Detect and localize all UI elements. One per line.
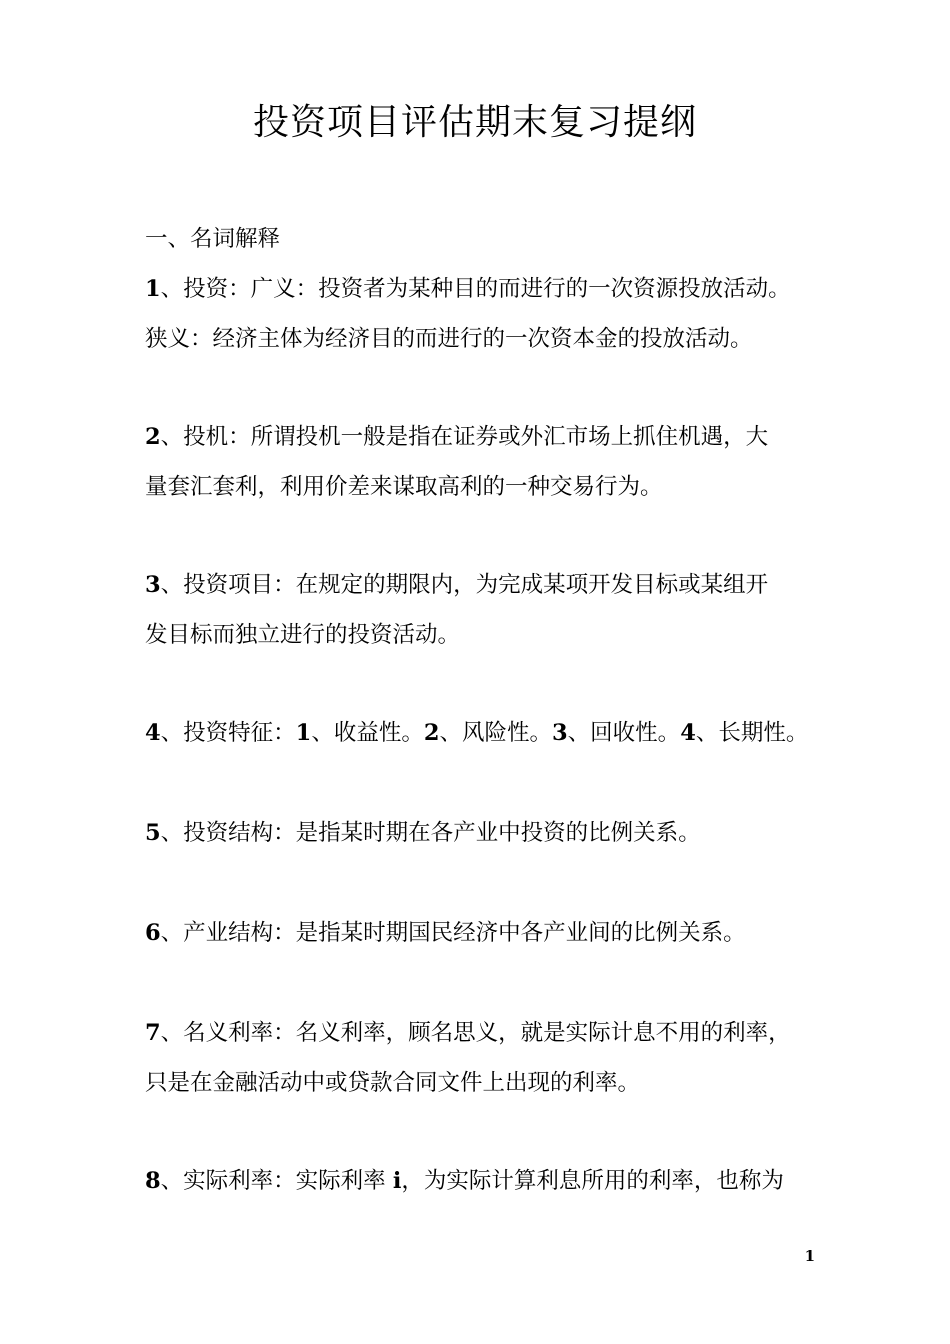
entry-number: 1 xyxy=(145,276,161,302)
entry-line xyxy=(145,560,815,610)
entry-number: 6 xyxy=(145,920,161,946)
feature-text: 、收益性。 xyxy=(311,720,424,746)
definition-entry-7 xyxy=(145,1008,815,1108)
entry-text: 、名义利率：名义利率，顾名思义，就是实际计息不用的利率， xyxy=(160,1020,791,1046)
entry-text: 、实际利率：实际利率 xyxy=(160,1168,393,1194)
entry-line xyxy=(145,412,815,462)
entry-number: 8 xyxy=(145,1168,161,1194)
entry-line xyxy=(145,1156,815,1206)
definition-entry-4 xyxy=(145,708,815,758)
entry-line: 量套汇套利，利用价差来谋取高利的一种交易行为。 xyxy=(145,474,663,500)
entry-text: 、投资结构：是指某时期在各产业中投资的比例关系。 xyxy=(160,820,701,846)
entry-text: 、投资特征： xyxy=(160,720,296,746)
page-number: 1 xyxy=(804,1247,815,1265)
definition-entry-1 xyxy=(145,264,815,364)
variable-symbol: i xyxy=(392,1168,402,1194)
definition-entry-6 xyxy=(145,908,815,958)
feature-text: 、长期性。 xyxy=(695,720,809,746)
entry-number: 5 xyxy=(145,820,161,846)
entry-line xyxy=(145,264,815,314)
entry-text: 、投机：所谓投机一般是指在证券或外汇市场上抓住机遇，大 xyxy=(160,424,769,450)
entry-number: 4 xyxy=(145,720,161,746)
entry-line: 只是在金融活动中或贷款合同文件上出现的利率。 xyxy=(145,1070,641,1096)
feature-number: 2 xyxy=(423,720,440,746)
entry-line: 发目标而独立进行的投资活动。 xyxy=(145,622,461,648)
entry-text: 、产业结构：是指某时期国民经济中各产业间的比例关系。 xyxy=(160,920,746,946)
entry-line xyxy=(145,708,815,758)
definition-entry-8 xyxy=(145,1156,815,1206)
entry-number: 3 xyxy=(145,572,161,598)
feature-number: 4 xyxy=(680,720,696,746)
document-title: 投资项目评估期末复习提纲 xyxy=(252,102,697,143)
entry-text: 、投资：广义：投资者为某种目的而进行的一次资源投放活动。 xyxy=(160,276,791,302)
definition-entry-3 xyxy=(145,560,815,660)
entry-line xyxy=(145,1008,815,1058)
feature-number: 3 xyxy=(552,720,568,746)
feature-number: 1 xyxy=(295,720,312,746)
entry-text: ，为实际计算利息所用的利率，也称为 xyxy=(401,1168,784,1194)
section-heading: 一、名词解释 xyxy=(145,226,281,252)
entry-number: 7 xyxy=(145,1020,161,1046)
entry-number: 2 xyxy=(145,424,161,450)
feature-text: 、回收性。 xyxy=(567,720,681,746)
definition-entry-2 xyxy=(145,412,815,512)
feature-text: 、风险性。 xyxy=(439,720,553,746)
definition-entry-5 xyxy=(145,808,815,858)
entry-line xyxy=(145,808,815,858)
entry-line: 狭义：经济主体为经济目的而进行的一次资本金的投放活动。 xyxy=(145,326,753,352)
entry-text: 、投资项目：在规定的期限内，为完成某项开发目标或某组开 xyxy=(160,572,769,598)
entry-line xyxy=(145,908,815,958)
